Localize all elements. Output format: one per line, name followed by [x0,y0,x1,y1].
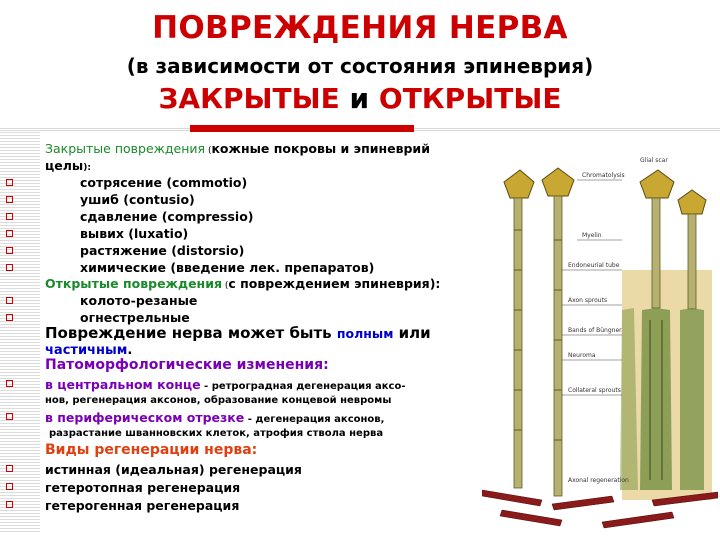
figure-label: Endoneurial tube [568,262,620,269]
section-title [0,82,720,115]
patho-central-text: - ретроградная дегенерация аксо- [200,381,406,392]
label-lines [562,180,622,395]
open-heading [45,276,440,291]
patho-central-label: в центральном конце [45,377,201,392]
patho-peripheral-text2: разрастание шванновских клеток, атрофия ствола нерва [49,428,384,439]
page-subtitle: (в зависимости от состояния эпиневрия) [126,54,594,78]
patho-central [45,377,406,392]
fiber-column-4 [678,190,706,490]
list-item-text: гетеротопная регенерация [45,480,241,495]
list-item-text: химические (введение лек. препаратов) [80,260,375,275]
damage-text: Повреждение нерва может быть [45,324,337,342]
patho-peripheral [45,410,384,425]
figure-label: Axon sprouts [568,297,608,304]
fiber-column-3 [640,170,674,490]
patho-heading: Патоморфологические изменения: [45,357,329,373]
bullet-icon [6,196,13,203]
bullet-icon [6,413,13,420]
closed-heading-line2 [45,158,91,173]
damage-full: полным [336,326,394,341]
side-stripes [0,132,40,532]
bullet-icon [6,465,13,472]
damage-or: или [393,324,431,342]
list-item-text: огнестрельные [80,310,190,325]
figure-label: Chromatolysis [582,172,625,179]
bullet-icon [6,247,13,254]
page-title: ПОВРЕЖДЕНИЯ НЕРВА [152,10,568,46]
closed-heading-cont: целы [45,158,84,173]
figure-label: Glial scar [640,157,668,164]
bullet-icon [6,501,13,508]
figure-label: Axonal regeneration [568,477,629,484]
bullet-icon [6,213,13,220]
list-item-text: вывих (luxatio) [80,226,189,241]
closed-heading-label: Закрытые повреждения [45,141,206,156]
damage-dot: . [127,343,133,358]
title-open: ОТКРЫТЫЕ [378,82,562,115]
title-closed: ЗАКРЫТЫЕ [158,82,340,115]
list-item-text: истинная (идеальная) регенерация [45,462,302,477]
title-and: и [339,82,379,115]
regen-heading: Виды регенерации нерва: [45,442,258,458]
open-heading-paren: ( [221,281,229,291]
list-item-text: сотрясение (commotio) [80,175,248,190]
list-item-text: гетерогенная регенерация [45,498,240,513]
bullet-icon [6,297,13,304]
accent-bar [190,125,414,132]
bullet-icon [6,264,13,271]
figure-label: Bands of Büngner [568,327,622,334]
closed-heading-paren: ( [205,146,212,156]
bullet-icon [6,314,13,321]
fiber-column-1 [504,170,534,488]
list-item-text: ушиб (contusio) [80,192,195,207]
figure-label: Collateral sprouts [568,387,621,394]
closed-heading-close: ): [83,163,91,173]
patho-peripheral-text: - дегенерация аксонов, [244,414,385,425]
bullet-icon [6,230,13,237]
list-item-text: растяжение (distorsio) [80,243,245,258]
bullet-icon [6,380,13,387]
figure-label: Myelin [582,232,602,239]
open-heading-label: Открытые повреждения [45,276,222,291]
patho-central-text2: нов, регенерация аксонов, образование концевой невромы [45,395,392,406]
damage-line [45,324,431,342]
list-item-text: колото-резаные [80,293,198,308]
figure-label: Neuroma [568,352,596,359]
open-heading-rest: с повреждением эпиневрия): [228,276,441,291]
bullet-icon [6,483,13,490]
damage-partial: частичным [45,343,128,358]
bullet-icon [6,179,13,186]
nerve-regeneration-illustration [482,150,718,536]
closed-heading [45,141,430,156]
closed-heading-rest: кожные покровы и эпиневрий [211,141,430,156]
patho-peripheral-label: в периферическом отрезке [45,410,245,425]
damage-line2 [45,343,132,358]
list-item-text: сдавление (compressio) [80,209,254,224]
